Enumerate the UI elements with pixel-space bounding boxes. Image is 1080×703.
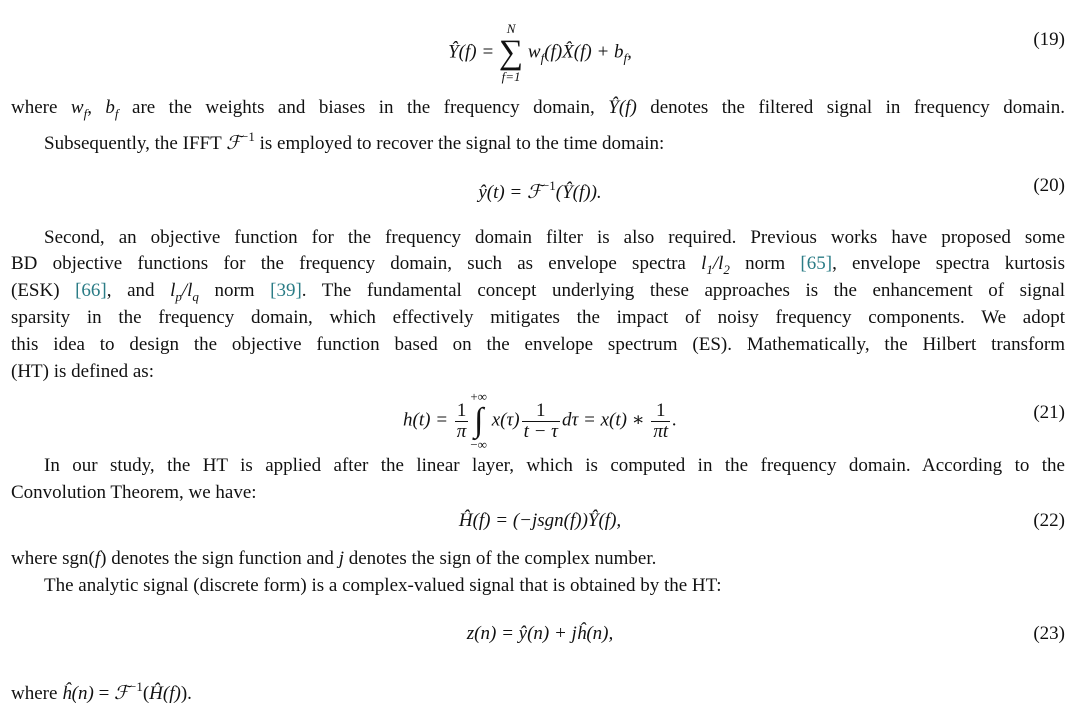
math-symbol: −1 (128, 679, 143, 694)
int-upper: +∞ (470, 389, 487, 404)
fraction-1-over-pi-t (651, 401, 670, 442)
math-symbol: j (338, 548, 344, 569)
integral-symbol: ∫ (473, 402, 484, 439)
equation-number-21: (21) (1033, 402, 1065, 423)
text-line (44, 575, 1065, 597)
equation-number-23: (23) (1033, 623, 1065, 644)
text-segment: , (87, 97, 106, 118)
frac-num: 1 (522, 401, 560, 422)
citation-link[interactable]: [39] (270, 280, 302, 301)
fraction-1-over-t-tau (522, 401, 560, 442)
text-segment: In our study, the HT is applied after the linear layer, which is computed in the frequency domain. According to the (44, 455, 1065, 476)
equation-23: z(n) = ŷ(n) + jĥ(n), (466, 623, 614, 644)
text-segment: norm (729, 253, 801, 274)
frac-den: t − τ (523, 420, 558, 442)
eq19-w-sub: f (540, 50, 545, 66)
text-segment: denotes the sign of the complex number. (343, 548, 657, 569)
math-symbol: ℱ (114, 683, 129, 703)
text-segment: norm (198, 280, 271, 301)
math-symbol: f (83, 106, 88, 121)
text-line (44, 227, 1065, 249)
math-symbol: l (187, 280, 193, 301)
text-line (11, 361, 1065, 383)
math-symbol: / (181, 280, 188, 301)
text-line (44, 126, 1065, 155)
math-symbol: / (712, 253, 719, 274)
math-symbol: q (192, 289, 199, 304)
text-segment: , envelope spectra kurtosis (832, 253, 1065, 274)
text-segment: Convolution Theorem, we have: (11, 482, 257, 503)
text-line (11, 97, 1065, 125)
text-segment: this idea to design the objective function based on the envelope spectrum (ES). Mathematically, the Hilbert transform (11, 334, 1065, 355)
math-symbol: l (701, 253, 707, 274)
frac-num: 1 (455, 401, 469, 422)
equation-number-22: (22) (1033, 510, 1065, 531)
eq21-x-tau: x(τ) (491, 409, 520, 431)
eq21-lhs: h(t) = (403, 409, 453, 431)
text-segment: Subsequently, the IFFT (44, 133, 227, 154)
eq20-sup: −1 (541, 178, 556, 193)
summation (499, 22, 523, 84)
sum-symbol: ∑ (498, 34, 524, 71)
eq19-end: , (627, 41, 632, 63)
text-line (11, 676, 1065, 703)
text-segment: The analytic signal (discrete form) is a complex-valued signal that is obtained by the HT: (44, 575, 722, 596)
int-lower: −∞ (470, 437, 487, 452)
math-symbol: f (94, 548, 101, 569)
math-symbol: p (175, 289, 182, 304)
text-segment: ( (142, 683, 150, 703)
text-line (11, 548, 1065, 570)
text-segment: is employed to recover the signal to the time domain: (254, 133, 665, 154)
math-symbol: l (170, 280, 176, 301)
equation-number-20: (20) (1033, 175, 1065, 196)
equation-21 (0, 390, 1080, 452)
text-segment: (HT) is defined as: (11, 361, 154, 382)
text-line (11, 280, 1065, 308)
text-segment: (ESK) (11, 280, 76, 301)
text-segment: Second, an objective function for the frequency domain filter is also required. Previous works have proposed some (44, 227, 1065, 248)
integral (470, 390, 487, 452)
eq19-w: w (527, 41, 541, 63)
text-segment: = (93, 683, 115, 703)
text-line (11, 253, 1065, 281)
eq20-lhs: ŷ(t) = ℱ (478, 182, 542, 203)
frac-den: π (456, 420, 467, 442)
text-segment: are the weights and biases in the frequency domain, (118, 97, 609, 118)
equation-number-19: (19) (1033, 29, 1065, 50)
text-segment: , and (106, 280, 171, 301)
text-segment: BD objective functions for the frequency domain, such as envelope spectra (11, 253, 702, 274)
eq19-b-sub: f (623, 50, 628, 66)
text-segment: . The fundamental concept underlying these approaches is the enhancement of signal (301, 280, 1065, 301)
eq21-mid: dτ = x(t) ∗ (561, 409, 650, 431)
text-segment: where (11, 97, 71, 118)
frac-den: πt (653, 420, 669, 442)
eq21-end: . (672, 409, 677, 431)
math-symbol: Ŷ(f) (608, 97, 637, 118)
math-symbol: 2 (723, 262, 730, 277)
text-segment: where (11, 683, 63, 703)
math-symbol: w (70, 97, 84, 118)
citation-link[interactable]: [66] (75, 280, 107, 301)
equation-20 (0, 175, 1080, 204)
text-segment: denotes the filtered signal in frequency domain. (636, 97, 1066, 118)
text-line (11, 334, 1065, 356)
math-symbol: b (105, 97, 115, 118)
text-line (44, 455, 1065, 477)
sum-upper: N (506, 21, 516, 36)
equation-19 (0, 22, 1080, 84)
text-line (11, 482, 1065, 504)
eq19-rhs: (f)X̂(f) + b (544, 41, 624, 63)
text-line (11, 307, 1065, 329)
text-segment: where sgn( (11, 548, 95, 569)
math-symbol: f (114, 106, 119, 121)
math-symbol: ℱ (226, 133, 242, 154)
text-segment: ). (180, 683, 192, 703)
text-segment: ) denotes the sign function and (100, 548, 339, 569)
math-symbol: ĥ(n) (62, 683, 94, 703)
eq19-lhs: Ŷ(f) = (448, 41, 499, 63)
math-symbol: 1 (706, 262, 713, 277)
frac-num: 1 (651, 401, 670, 422)
sum-lower: f=1 (501, 69, 521, 84)
text-segment: sparsity in the frequency domain, which effectively mitigates the impact of noisy frequency components. We adopt (11, 307, 1065, 328)
citation-link[interactable]: [65] (800, 253, 833, 274)
equation-22: Ĥ(f) = (−jsgn(f))Ŷ(f), (458, 510, 622, 531)
math-symbol: Ĥ(f) (149, 683, 181, 703)
fraction-1-over-pi (455, 401, 469, 442)
math-symbol: −1 (241, 129, 255, 144)
math-symbol: l (718, 253, 724, 274)
eq20-rest: (Ŷ(f)). (555, 182, 602, 203)
